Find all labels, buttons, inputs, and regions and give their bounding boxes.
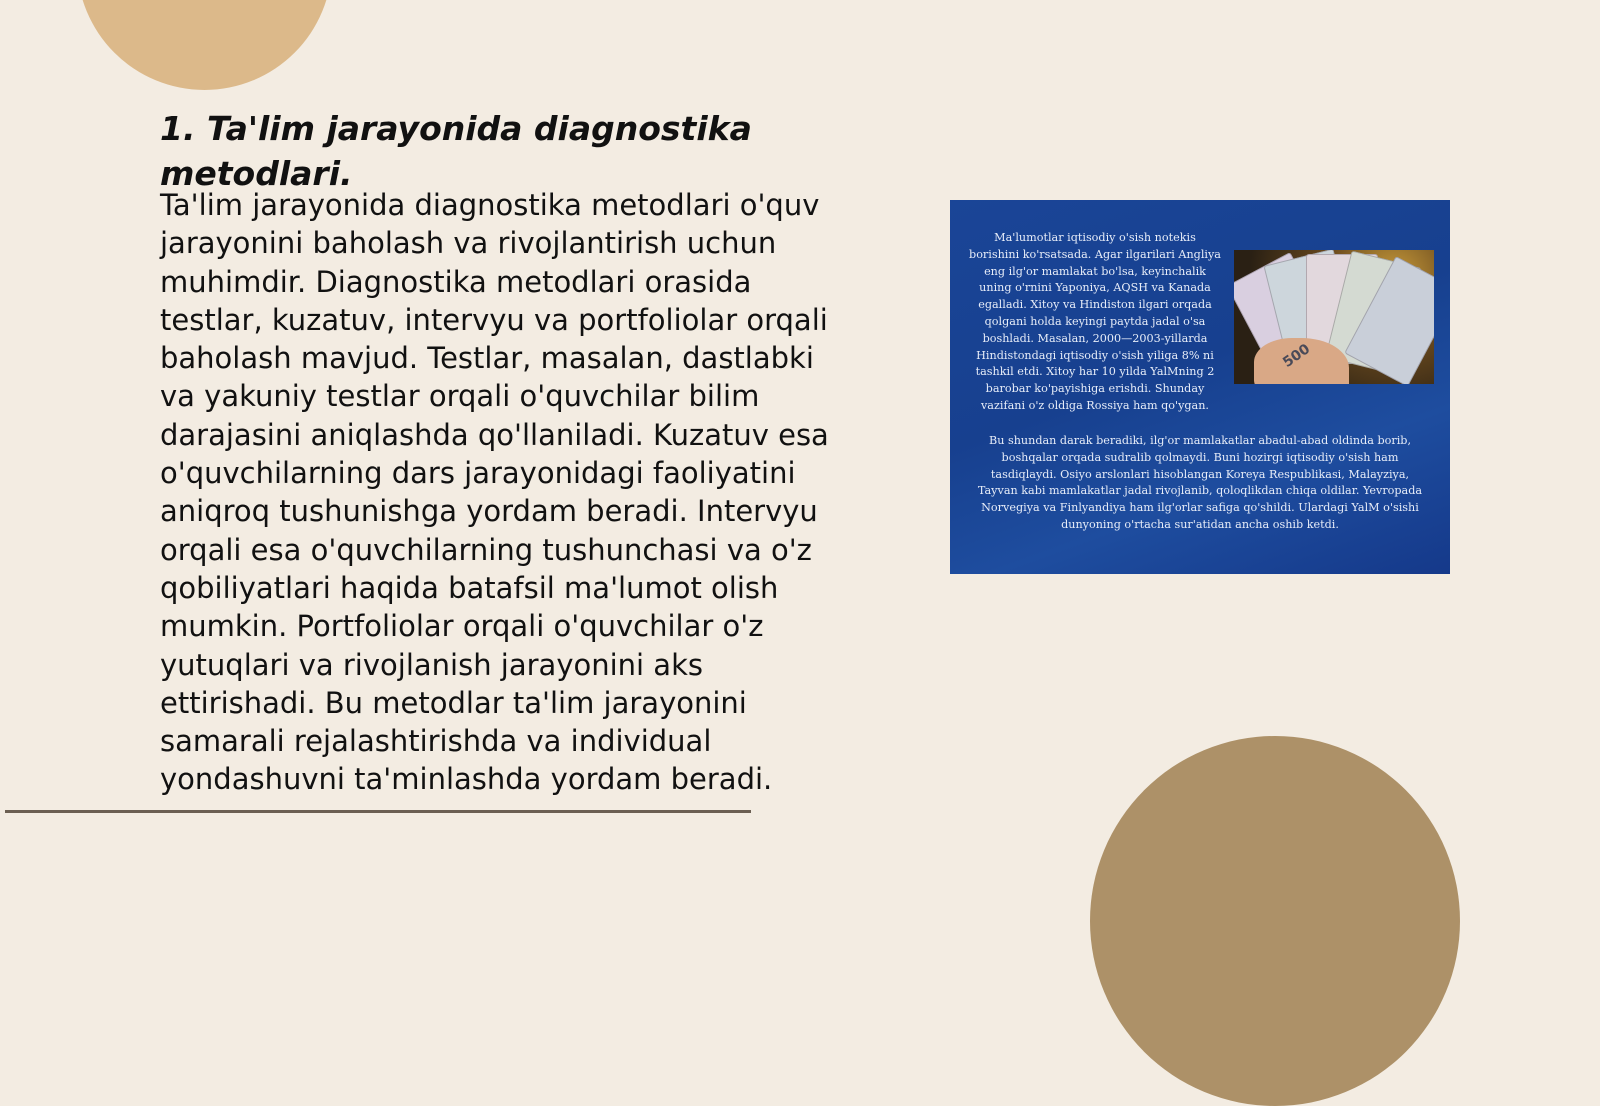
- slide-body-text: Ta'lim jarayonida diagnostika metodlari o'quv jarayonini baholash va rivojlantirish uchun muhimdir. Diagnostika metodlari orasida testlar, kuzatuv, intervyu va portfoliolar orqali baholash mavjud. Testlar, masalan, dastlabki va yakuniy testlar orqali o'quvchilar bilim darajasini aniqlashda qo'llaniladi. Kuzatuv esa o'quvchilarning dars jarayonidagi faoliyatini aniqroq tushunishga yordam beradi. Intervyu orqali esa o'quvchilarning tushunchasi va o'z qobiliyatlari haqida batafsil ma'lumot olish mumkin. Portfoliolar orqali o'quvchilar o'z yutuqlari va rivojlanish jarayonini aks ettirishadi. Bu metodlar ta'lim jarayonini samarali rejalashtirishda va individual yondashuvni ta'minlashda yordam beradi.: [160, 188, 829, 797]
- image-text-paragraph-2: Bu shundan darak beradiki, ilg'or mamlakatlar abadul-abad oldinda borib, boshqalar orqada sudralib qolmaydi. Buni hozirgi iqtisodiy o'sish ham tasdiqlaydi. Osiyo arslonlari hisoblangan Koreya Respublikasi, Malayziya, Tayvan kabi mamlakatlar jadal rivojlanib, qoloqlikdan chiqa oldilar. Yevropada Norvegiya va Finlyandiya ham ilg'orlar safiga qo'shildi. Ulardagi YalM o'sishi dunyoning o'rtacha sur'atidan ancha oshib ketdi.: [977, 434, 1423, 531]
- slide-image: [950, 200, 1450, 574]
- decorative-circle-bottom: [1090, 736, 1460, 1106]
- image-text-paragraph-1: Ma'lumotlar iqtisodiy o'sish notekis borishini ko'rsatsada. Agar ilgarilari Angliya eng ilg'or mamlakat bo'lsa, keyinchalik uning o'rnini Yaponiya, AQSH va Kanada egalladi. Xitoy va Hindiston ilgari orqada qolgani holda keyingi paytda jadal o'sa boshladi. Masalan, 2000—2003-yillarda Hindistondagi iqtisodiy o'sish yiliga 8% ni tashkil etdi. Xitoy har 10 yilda YalMning 2 barobar ko'payishiga erishdi. Shunday vazifani o'z oldiga Rossiya ham qo'ygan.: [969, 231, 1221, 412]
- decorative-divider-line: [5, 810, 751, 813]
- banknote-denomination: 500: [1280, 341, 1314, 371]
- slide-title: 1. Ta'lim jarayonida diagnostika metodlari.: [160, 109, 752, 193]
- decorative-circle-top: [77, 0, 332, 90]
- money-in-hand-photo: [1234, 250, 1434, 384]
